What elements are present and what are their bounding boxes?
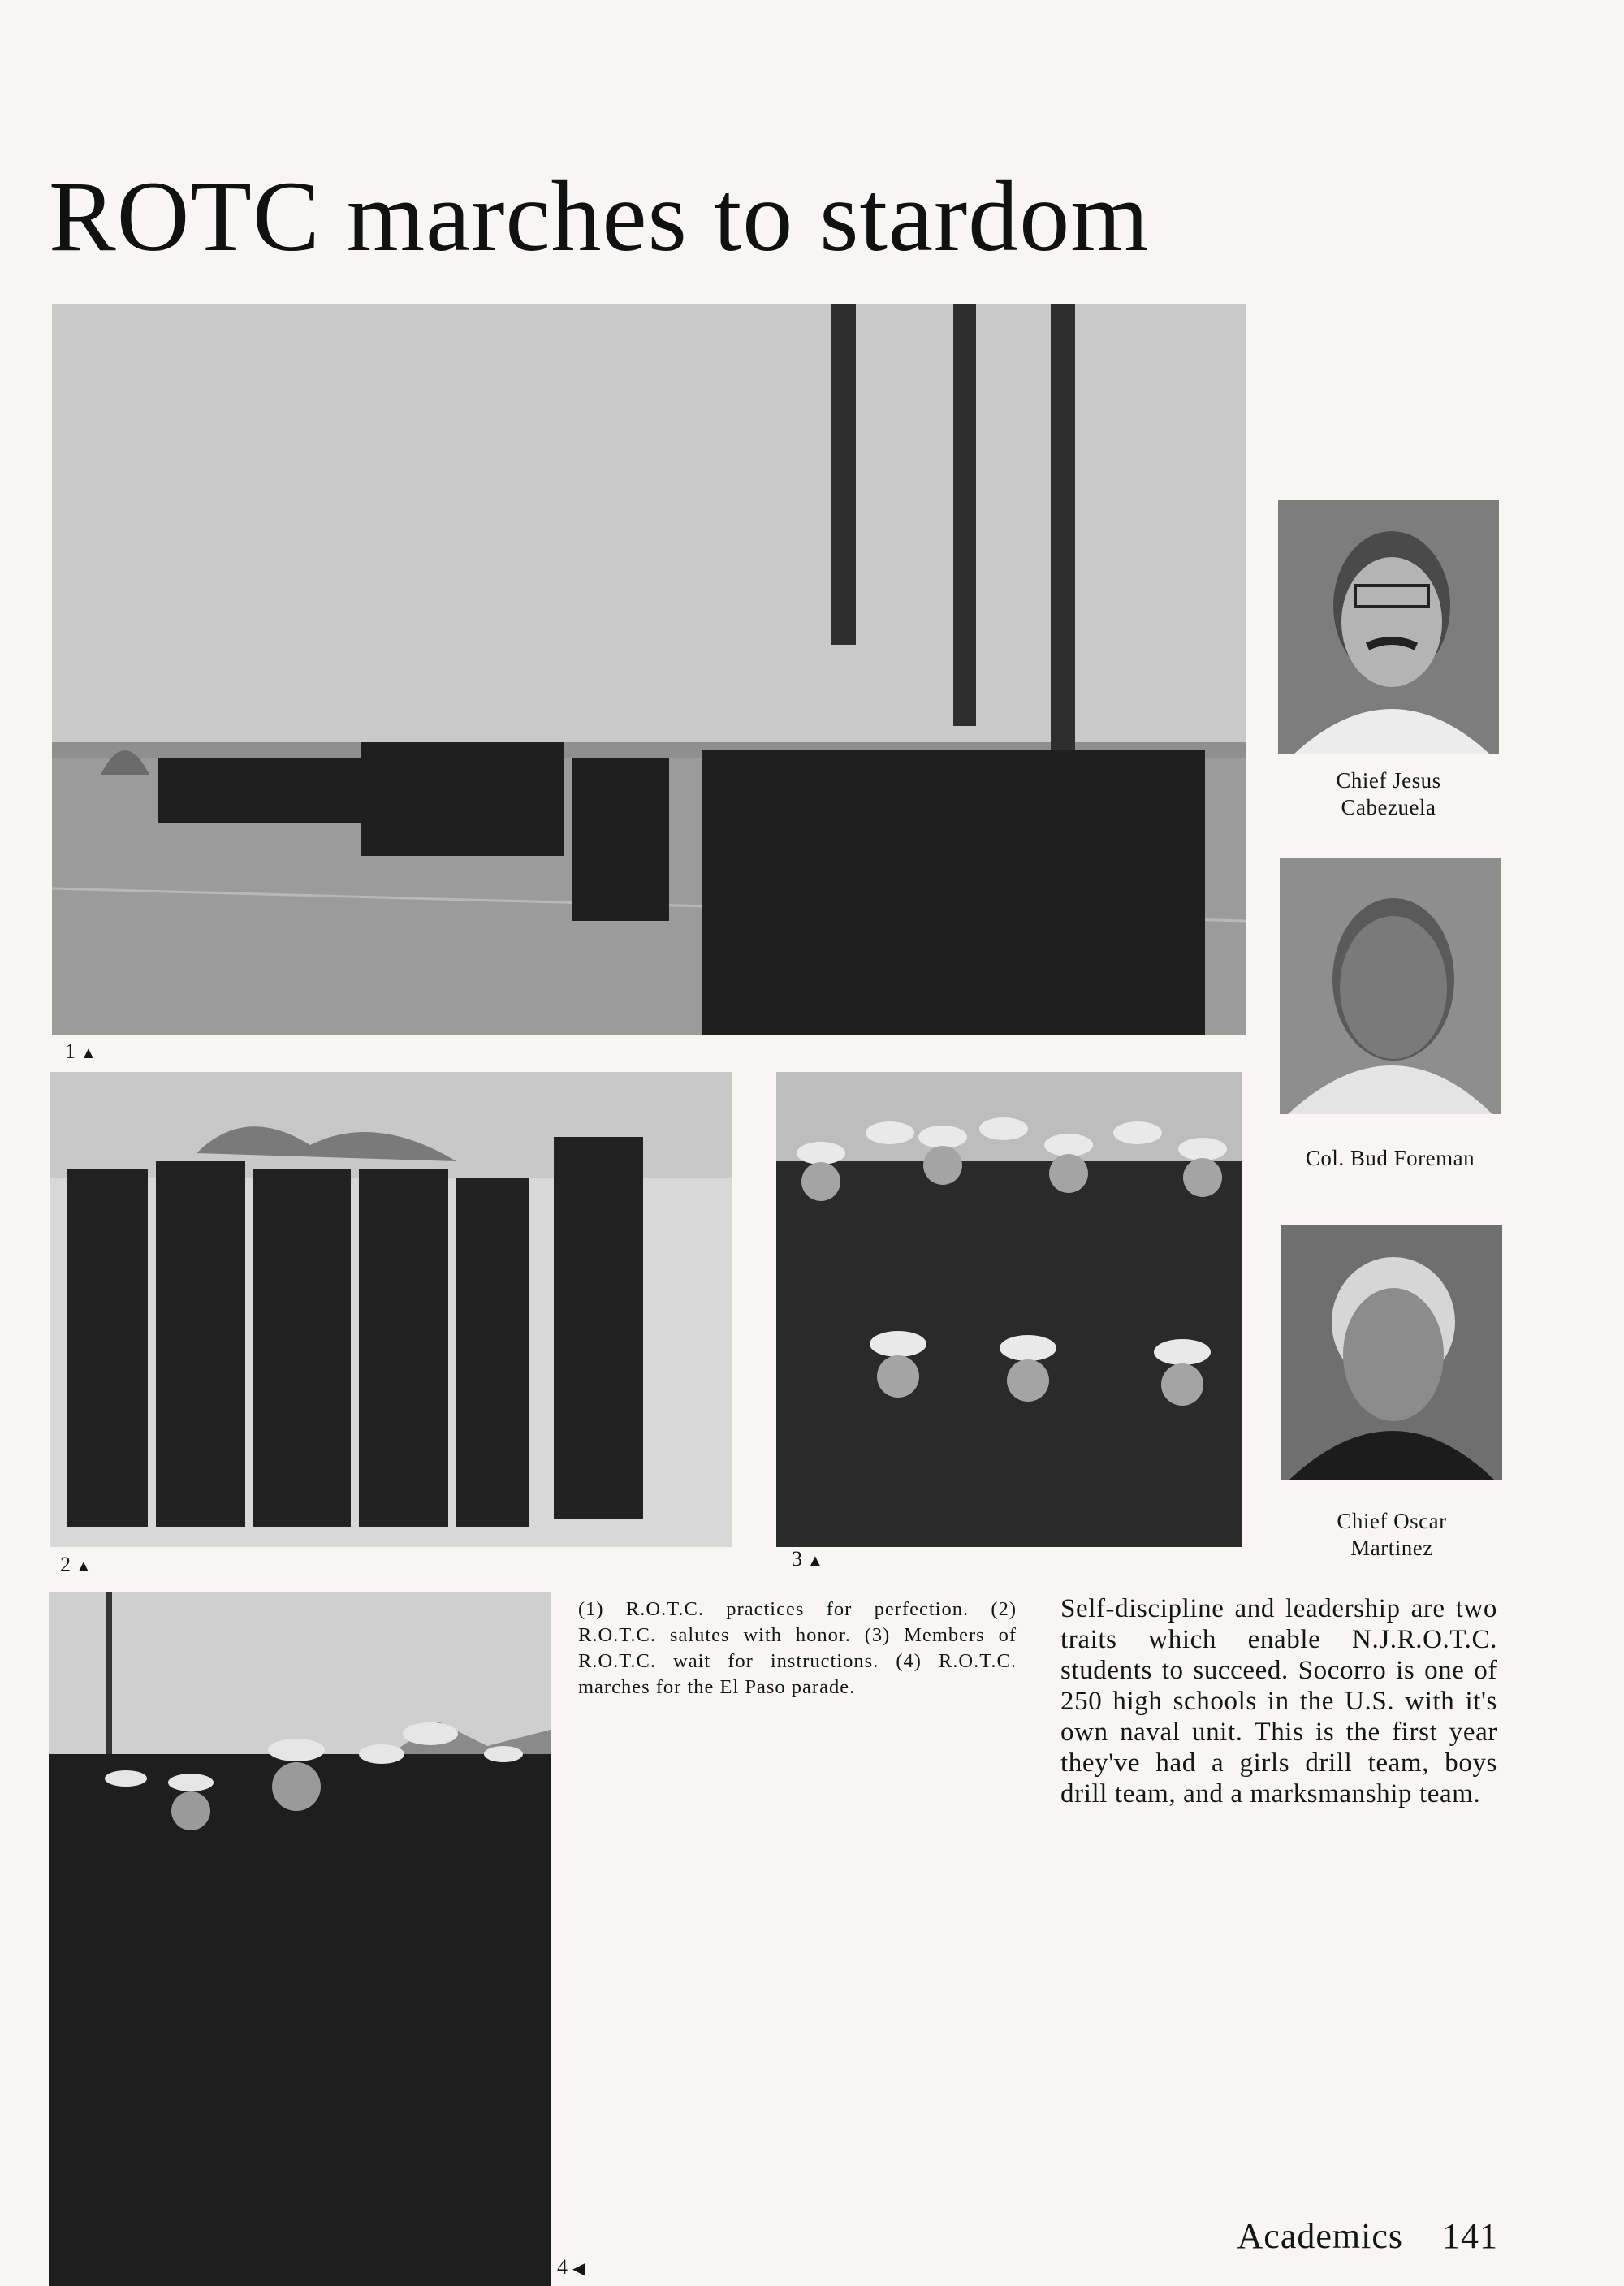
- portrait-jesus-cabezuela: [1278, 500, 1499, 754]
- photo-rotc-group: [776, 1072, 1242, 1547]
- photo-caption-text: (1) R.O.T.C. practices for perfection. (2) R.O.T.C. salutes with honor. (3) Members of R.O.T.C. wait for instructions. (4) R.O.T.C. marches for the El Paso parade.: [578, 1598, 1017, 1698]
- section-name: Academics: [1237, 2216, 1403, 2256]
- page-footer: [1237, 2215, 1498, 2257]
- photo-number-3-text: 3: [792, 1547, 802, 1571]
- portrait-caption-2-line1: Col. Bud Foreman: [1305, 1146, 1475, 1170]
- portrait-caption-3: [1281, 1508, 1502, 1562]
- portrait-jesus-cabezuela-image: [1278, 500, 1499, 754]
- portrait-bud-foreman: [1280, 858, 1501, 1114]
- portrait-caption-1-line2: Cabezuela: [1341, 795, 1436, 819]
- photo-marker-4-icon: ◀: [572, 2260, 585, 2278]
- portrait-bud-foreman-image: [1280, 858, 1501, 1114]
- photo-number-2-text: 2: [60, 1553, 71, 1576]
- body-paragraph: Self-discipline and leadership are two traits which enable N.J.R.O.T.C. students to succeed. Socorro is one of 250 high schools in the U.S. with it's own naval unit. This is the first year they've had a girls drill team, boys drill team, and a marksmanship team.: [1060, 1594, 1497, 1808]
- photo-marker-1-icon: ▲: [80, 1044, 97, 1062]
- photo-rotc-marching-image: [52, 304, 1246, 1035]
- page-number: 141: [1442, 2216, 1498, 2256]
- photo-number-4: [557, 2255, 585, 2280]
- photo-number-3: [792, 1547, 823, 1571]
- photo-rotc-group-image: [776, 1072, 1242, 1547]
- portrait-oscar-martinez-image: [1281, 1225, 1502, 1480]
- photo-rotc-parade: [49, 1592, 551, 2286]
- portrait-caption-1: [1278, 767, 1499, 821]
- photo-marker-2-icon: ▲: [76, 1558, 92, 1575]
- portrait-caption-3-line2: Martinez: [1350, 1536, 1433, 1560]
- photo-number-1: [65, 1039, 97, 1064]
- portrait-caption-3-line1: Chief Oscar: [1337, 1509, 1447, 1533]
- photo-number-4-text: 4: [557, 2255, 568, 2279]
- portrait-caption-2: [1280, 1145, 1501, 1172]
- portrait-caption-1-line1: Chief Jesus: [1336, 768, 1441, 793]
- photo-rotc-marching: [52, 304, 1246, 1035]
- page-title: ROTC marches to stardom: [49, 161, 1150, 272]
- photo-number-1-text: 1: [65, 1039, 76, 1063]
- portrait-oscar-martinez: [1281, 1225, 1502, 1480]
- photo-rotc-salute: [50, 1072, 732, 1547]
- photo-marker-3-icon: ▲: [807, 1552, 823, 1570]
- photo-rotc-salute-image: [50, 1072, 732, 1547]
- photo-rotc-parade-image: [49, 1592, 551, 2286]
- photo-number-2: [60, 1553, 92, 1577]
